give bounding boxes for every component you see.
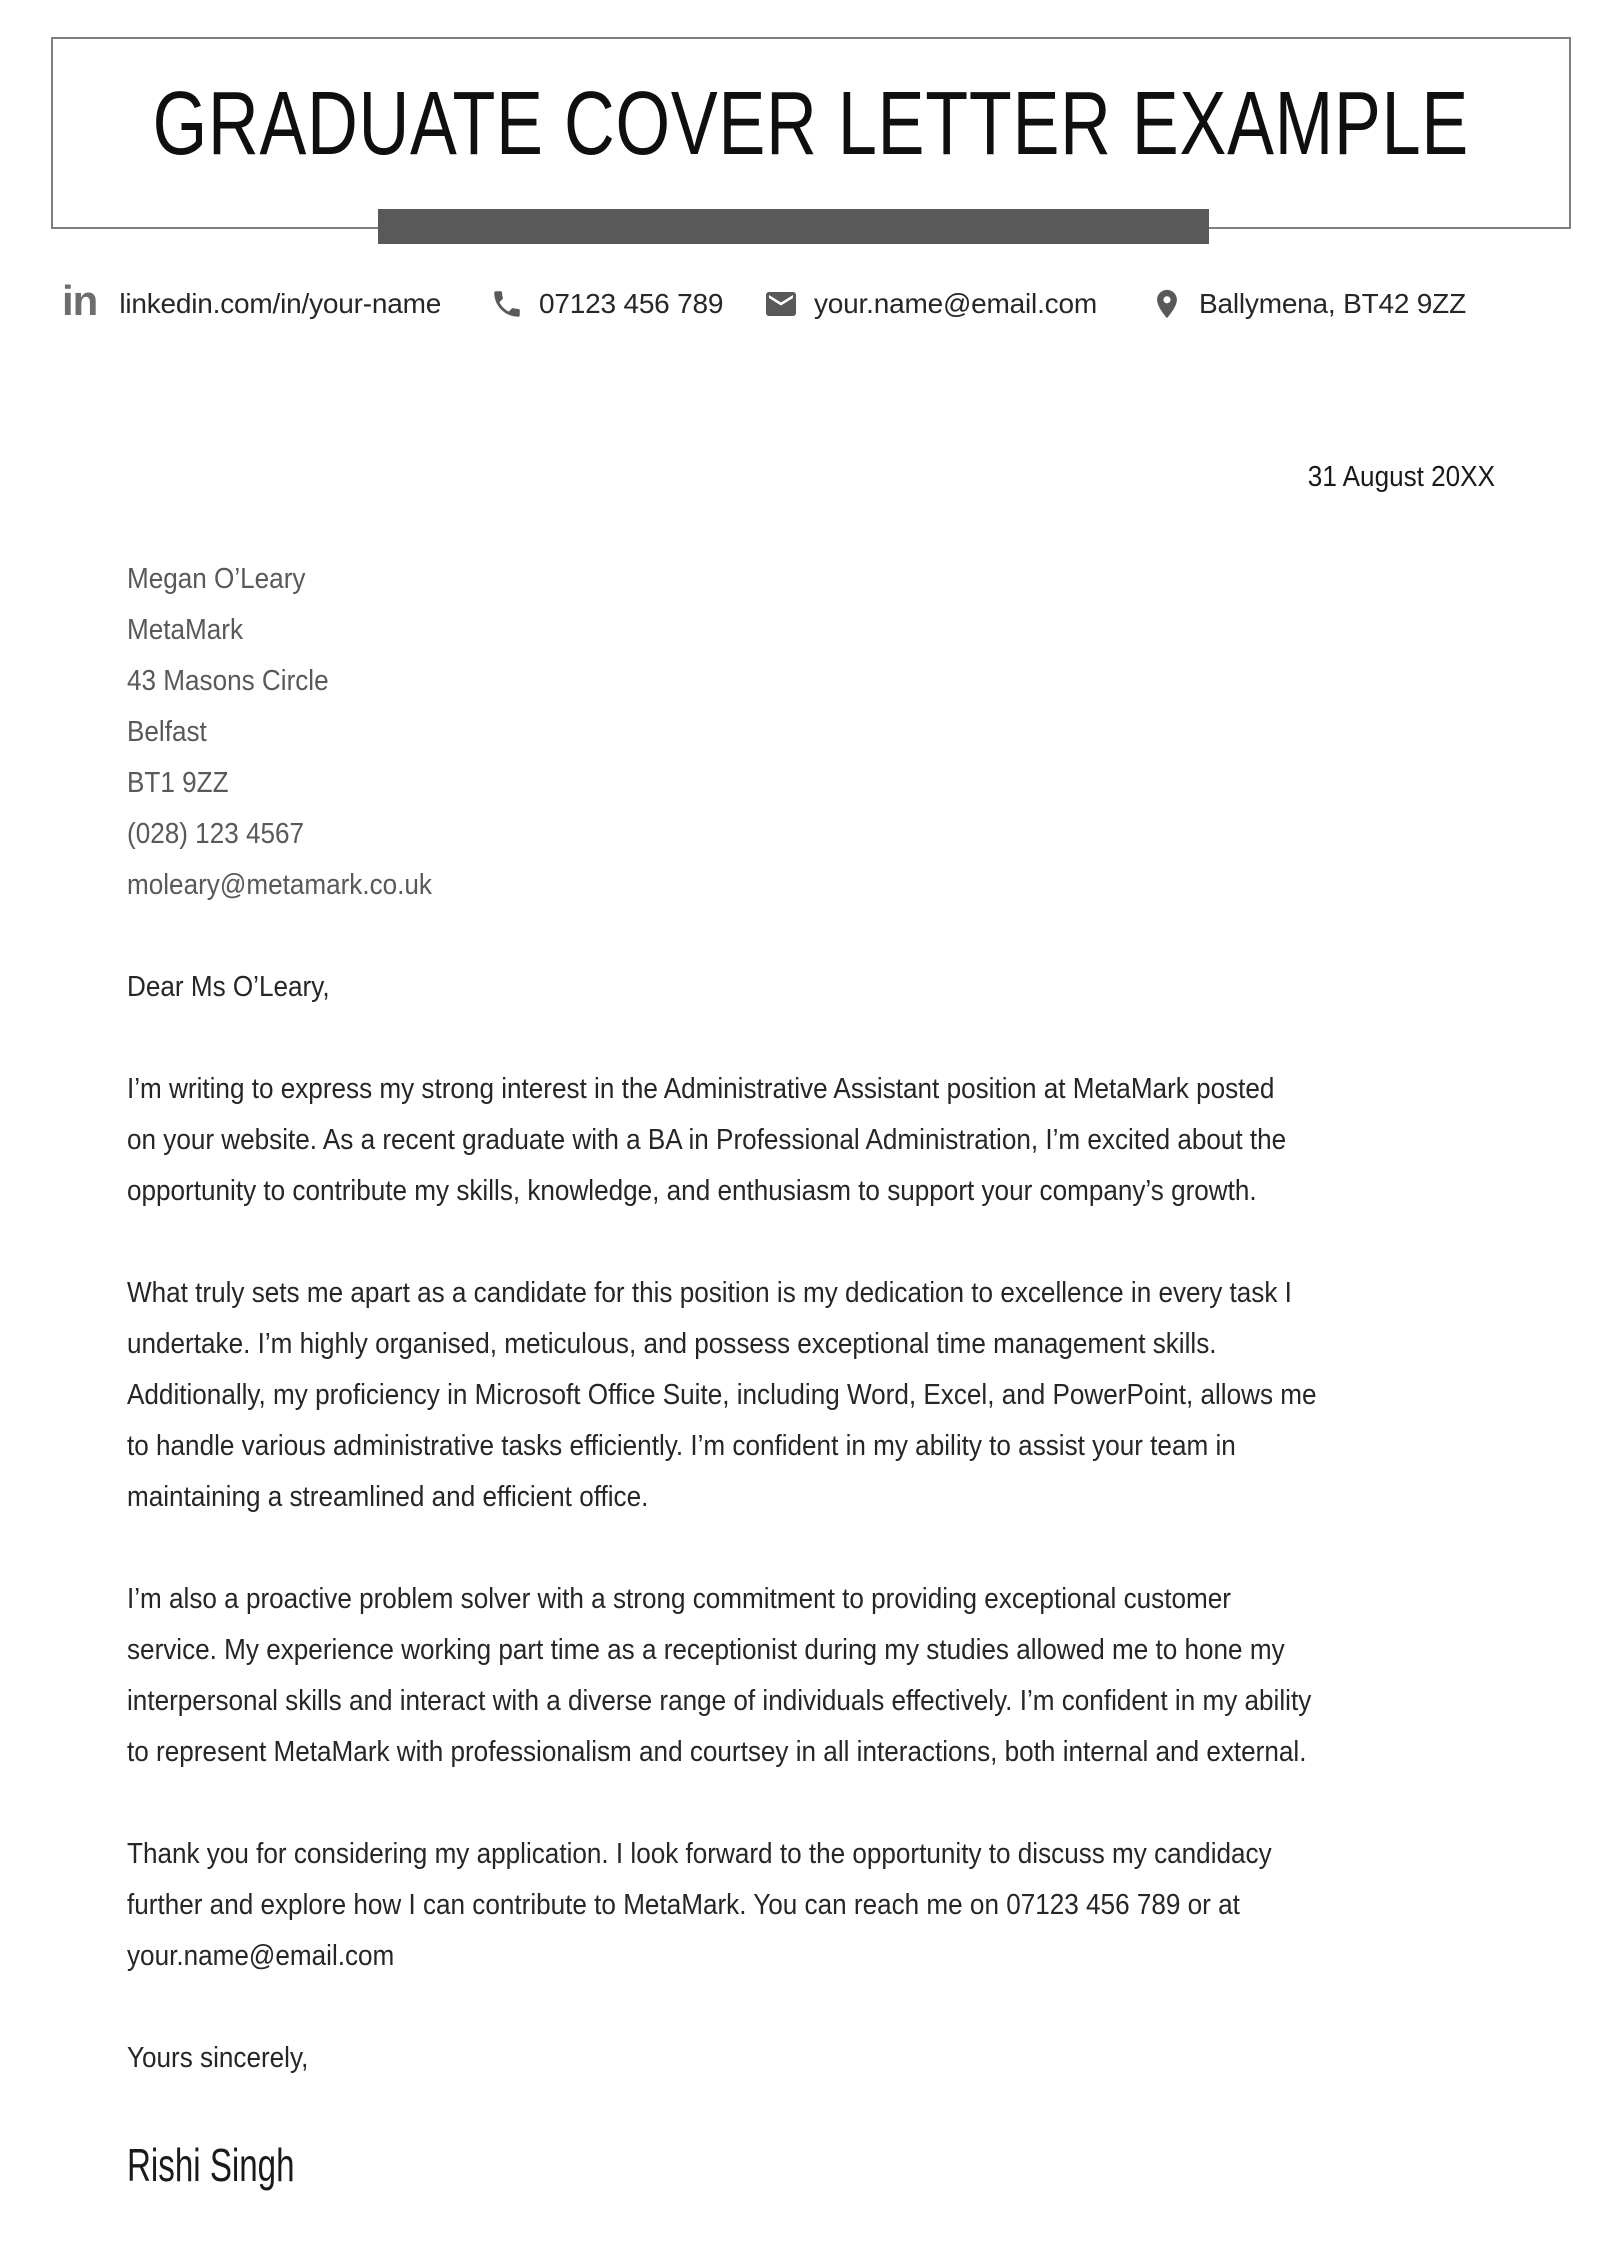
contact-strip (0, 277, 1600, 327)
closing: Yours sincerely, (127, 2042, 309, 2074)
recipient-city: Belfast (127, 716, 207, 748)
header-banner (51, 37, 1571, 229)
paragraph-4: Thank you for considering my application. I look forward to the opportunity to discuss my candidacy further and explore how I can contribute to MetaMark. You can reach me on 07123 456 789 or at your.name@email.com (127, 1838, 1272, 1972)
recipient-name: Megan O’Leary (127, 563, 306, 595)
location-pin-icon (1150, 287, 1184, 321)
paragraph-1: I’m writing to express my strong interest in the Administrative Assistant position at MetaMark posted on your website. As a recent graduate with a BA in Professional Administration, I’m excited about the opportunity to contribute my skills, knowledge, and enthusiasm to support your company’s growth. (127, 1073, 1287, 1207)
header-accent-bar (378, 209, 1209, 244)
phone-number: 07123 456 789 (539, 288, 724, 319)
salutation: Dear Ms O’Leary, (127, 971, 330, 1003)
recipient-email: moleary@metamark.co.uk (127, 869, 432, 901)
recipient-street: 43 Masons Circle (127, 665, 329, 697)
recipient-address (127, 554, 1495, 911)
recipient-phone: (028) 123 4567 (127, 818, 305, 850)
recipient-company: MetaMark (127, 614, 244, 646)
contact-linkedin (62, 277, 442, 327)
letter-date: 31 August 20XX (1307, 461, 1495, 493)
linkedin-icon: in (62, 277, 98, 324)
linkedin-url: linkedin.com/in/your-name (119, 288, 442, 319)
envelope-icon (763, 286, 799, 322)
letter-body (127, 452, 1495, 2202)
phone-icon (490, 287, 524, 321)
contact-location (1150, 281, 1466, 327)
email-address: your.name@email.com (814, 288, 1097, 319)
page-title: GRADUATE COVER LETTER EXAMPLE (152, 73, 1470, 174)
signature (127, 2135, 1495, 2202)
paragraph-3: I’m also a proactive problem solver with a strong commitment to providing exceptional customer service. My experience working part time as a receptionist during my studies allowed me to hone my interpersonal skills and interact with a diverse range of individuals effectively. I’m confident in my ability to represent MetaMark with professionalism and courtsey in all interactions, both internal and external. (127, 1583, 1312, 1768)
contact-phone (490, 281, 723, 327)
paragraph-2: What truly sets me apart as a candidate for this position is my dedication to excellence in every task I undertake. I’m highly organised, meticulous, and possess exceptional time management skills. Additionally, my proficiency in Microsoft Office Suite, including Word, Excel, and PowerPoint, allows me to handle various administrative tasks efficiently. I’m confident in my ability to assist your team in maintaining a streamlined and efficient office. (127, 1277, 1317, 1513)
contact-email (763, 281, 1097, 327)
recipient-postcode: BT1 9ZZ (127, 767, 229, 799)
signature-name: Rishi Singh (127, 2139, 295, 2191)
location-text: Ballymena, BT42 9ZZ (1199, 288, 1466, 319)
